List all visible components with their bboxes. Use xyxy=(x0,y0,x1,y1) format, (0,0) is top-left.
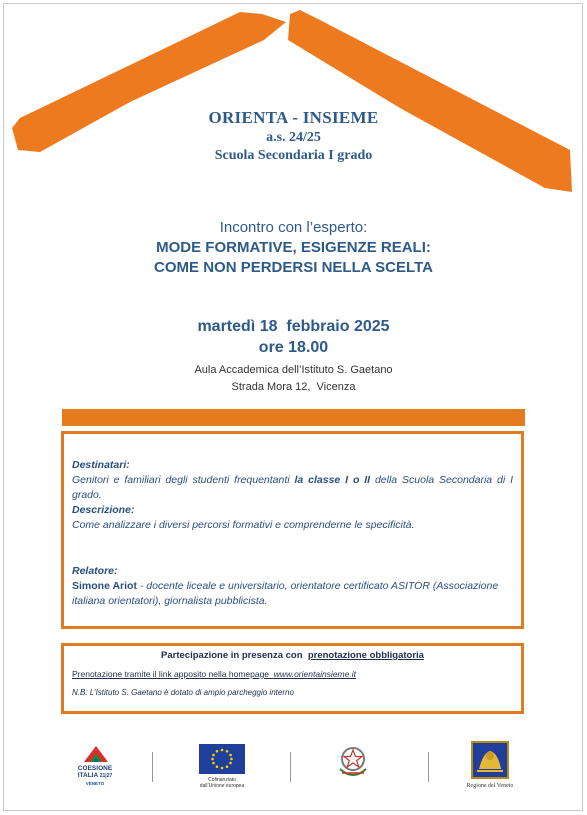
coesione-italia-logo xyxy=(80,742,112,764)
page-title: ORIENTA - INSIEME xyxy=(208,108,379,127)
roof-right-beam xyxy=(288,10,572,192)
venue-block xyxy=(0,362,587,396)
booking-link-text: Prenotazione tramite il link apposito nella homepage xyxy=(72,669,274,679)
coesione-line1: COESIONE xyxy=(77,765,113,772)
eu-text xyxy=(190,777,254,789)
description-text: Come analizzare i diversi percorsi formativi e comprenderne le specificità. xyxy=(72,519,415,531)
meeting-topic-line1: MODE FORMATIVE, ESIGENZE REALI: xyxy=(156,239,431,256)
italian-republic-emblem xyxy=(334,741,372,781)
orange-divider-bar xyxy=(62,409,525,426)
target-text-c: della Scuola Secondaria di I grado. xyxy=(72,474,513,501)
coesione-text xyxy=(70,765,120,787)
meeting-intro: Incontro con l’esperto: xyxy=(219,219,368,236)
details-box xyxy=(61,431,524,629)
booking-link-line[interactable] xyxy=(72,669,513,679)
schedule-block xyxy=(0,316,587,358)
parking-note: N.B: L’Istituto S. Gaetano è dotato di ampio parcheggio interno xyxy=(72,688,294,697)
event-time: ore 18.00 xyxy=(258,339,329,356)
speaker-bio: - docente liceale e universitario, orientatore certificato ASITOR (Associazione italiana orientatori), giornalista pubblicista. xyxy=(72,580,499,607)
coesione-years: 21|27 xyxy=(99,773,113,779)
target-text-a: Genitori e familiari degli studenti frequentanti xyxy=(72,474,295,486)
booking-box xyxy=(61,643,524,714)
venue-address: Strada Mora 12, Vicenza xyxy=(231,381,356,393)
mandatory-booking: prenotazione obbligatoria xyxy=(307,650,424,661)
target-text xyxy=(72,473,513,503)
meeting-title-block xyxy=(0,219,587,276)
venue-name: Aula Accademica dell’Istituto S. Gaetano xyxy=(194,364,393,376)
meeting-topic-line2: COME NON PERDERSI NELLA SCELTA xyxy=(154,259,433,276)
description-label: Descrizione: xyxy=(72,504,135,516)
participation-text: Partecipazione in presenza con xyxy=(161,650,306,661)
speaker-name: Simone Ariot xyxy=(72,580,137,592)
event-date: martedì 18 febbraio 2025 xyxy=(197,318,390,335)
header-title-block xyxy=(0,108,587,164)
target-label: Destinatari: xyxy=(72,459,130,471)
school-year: a.s. 24/25 xyxy=(266,130,321,145)
school-level: Scuola Secondaria I grado xyxy=(214,148,373,163)
booking-url-link[interactable]: www.orientainsieme.it xyxy=(273,669,356,679)
coesione-region: VENETO xyxy=(85,781,105,786)
coesione-line2 xyxy=(70,772,120,780)
coesione-italia-word: ITALIA xyxy=(77,772,98,779)
logo-separator-3 xyxy=(428,752,429,782)
regione-veneto-logo xyxy=(471,741,509,779)
speaker-label: Relatore: xyxy=(72,565,118,577)
target-text-highlight: la classe I o II xyxy=(294,474,371,486)
eu-flag-logo xyxy=(199,744,245,774)
spacer xyxy=(72,533,513,564)
participation-line xyxy=(72,650,513,661)
speaker-text xyxy=(72,579,513,609)
eu-text-line1: Cofinanziato xyxy=(208,777,236,783)
logo-separator-2 xyxy=(290,752,291,782)
veneto-text: Regione del Veneto xyxy=(466,783,514,789)
roof-graphic xyxy=(0,0,587,200)
logo-separator-1 xyxy=(152,752,153,782)
eu-text-line2: dall’Unione europea xyxy=(199,783,245,789)
